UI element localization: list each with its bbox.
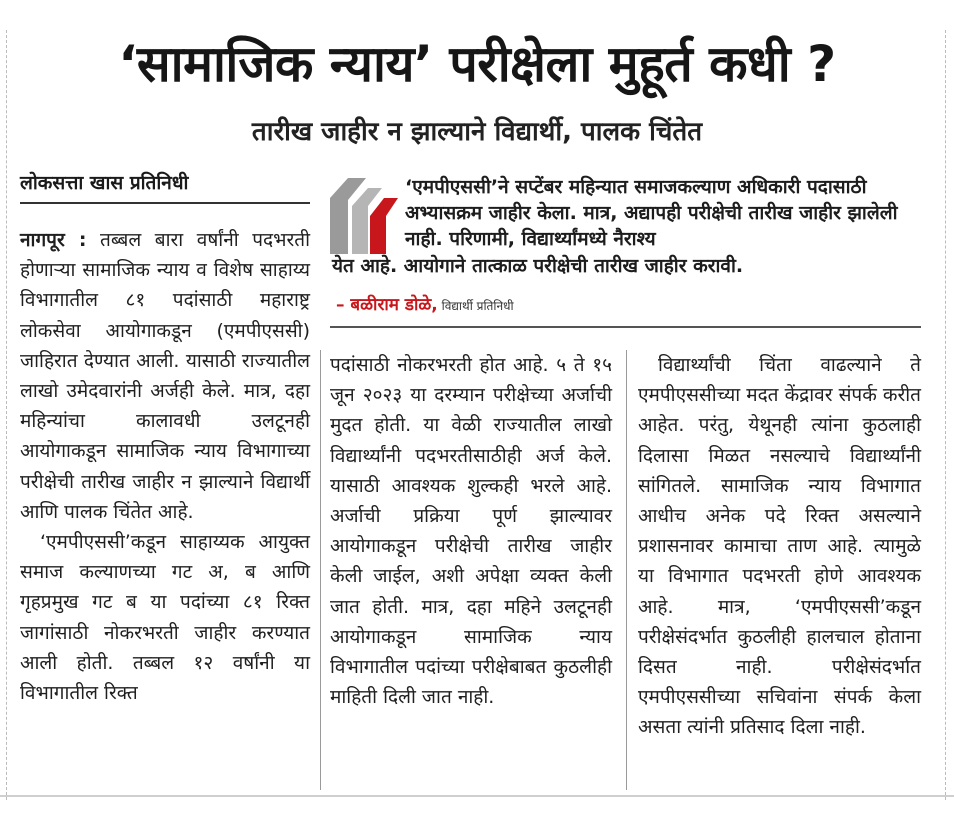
column-1-paragraph-1-text: तब्बल बारा वर्षांनी पदभरती होणाऱ्या सामाजिक न्याय व विशेष साहाय्य विभागातील ८१ पदांसाठी महाराष्ट्र लोकसेवा आयोगाकडून (एमपीएससी) जाहिरात देण्यात आली. यासाठी राज्यातील लाखो उमेदवारांनी अर्जही केले. मात्र, दहा महिन्यांचा कालावधी उलटूनही आयोगाकडून सामाजिक न्याय विभागाच्या परीक्षेची तारीख जाहीर न झाल्याने विद्यार्थी आणि पालक चिंतेत आहे. — [20, 229, 310, 523]
article-column-2 — [330, 350, 612, 790]
attribution-name: – बळीराम डोळे, — [336, 295, 438, 315]
attribution-role: विद्यार्थी प्रतिनिधी — [437, 299, 514, 313]
article-column-1 — [20, 225, 310, 790]
column-1-paragraph-1 — [20, 225, 310, 527]
page-edge-left — [6, 30, 7, 800]
pull-quote-text: ‘एमपीएससी’ने सप्टेंबर महिन्यात समाजकल्याण अधिकारी पदासाठी अभ्यासक्रम जाहीर केला. मात्र, अद्यापही परीक्षेची तारीख जाहीर झालेली नाही. परिणामी, विद्यार्थ्यांमध्ये नैराश्य — [405, 176, 898, 250]
dateline: नागपूर : — [20, 229, 87, 251]
column-rule — [626, 350, 627, 790]
column-3-paragraph-1: विद्यार्थ्यांची चिंता वाढल्याने ते एमपीएससीच्या मदत केंद्रावर संपर्क करीत आहेत. परंतु, येथूनही त्यांना कुठलाही दिलासा मिळत नसल्याचे विद्यार्थ्यांनी सांगितले. सामाजिक न्याय विभागात आधीच अनेक पदे रिक्त असल्याने प्रशासनावर कामाचा ताण आहे. त्यामुळे या विभागात पदभरती होणे आवश्यक आहे. मात्र, ‘एमपीएससी’कडून परीक्षेसंदर्भात कुठलीही हालचाल होताना दिसत नाही. परीक्षेसंदर्भात एमपीएससीच्या सचिवांना संपर्क केला असता त्यांनी प्रतिसाद दिला नाही. — [638, 354, 921, 739]
byline: लोकसत्ता खास प्रतिनिधी — [20, 172, 189, 194]
page-edge-right — [945, 30, 946, 800]
pull-quote-text-last: येत आहे. आयोगाने तात्काळ परीक्षेची तारीख जाहीर करावी. — [332, 255, 744, 277]
pull-quote-rule — [330, 326, 921, 328]
column-2-paragraph-1: पदांसाठी नोकरभरती होत आहे. ५ ते १५ जून २०२३ या दरम्यान परीक्षेच्या अर्जाची मुदत होती. या वेळी राज्यातील लाखो विद्यार्थ्यांनी पदभरतीसाठीही अर्ज केले. यासाठी आवश्यक शुल्कही भरले आहे. अर्जाची प्रक्रिया पूर्ण झाल्यावर आयोगाकडून परीक्षेची तारीख जाहीर केली जाईल, अशी अपेक्षा व्यक्त केली जात होती. मात्र, दहा महिने उलटूनही आयोगाकडून सामाजिक न्याय विभागातील पदांच्या परीक्षेबाबत कुठलीही माहिती दिली जात नाही. — [330, 354, 612, 709]
subheadline: तारीख जाहीर न झाल्याने विद्यार्थी, पालक चिंतेत — [251, 117, 703, 147]
column-1-paragraph-2: ‘एमपीएससी’कडून साहाय्यक आयुक्त समाज कल्याणच्या गट अ, ब आणि गृहप्रमुख गट ब या पदांच्या ८१ रिक्त जागांसाठी नोकरभरती जाहीर करण्यात आली होती. तब्बल १२ वर्षांनी या विभागातील रिक्त — [20, 531, 310, 705]
pull-quote-attribution — [336, 292, 736, 318]
column-rule — [320, 350, 321, 790]
quote-mark-red-shape — [370, 198, 398, 254]
byline-rule — [20, 202, 310, 204]
bottom-rule — [0, 795, 954, 797]
headline: ‘सामाजिक न्याय’ परीक्षेला मुहूर्त कधी ? — [118, 35, 836, 93]
quote-mark-icon — [330, 176, 400, 254]
article-column-3 — [638, 350, 921, 790]
